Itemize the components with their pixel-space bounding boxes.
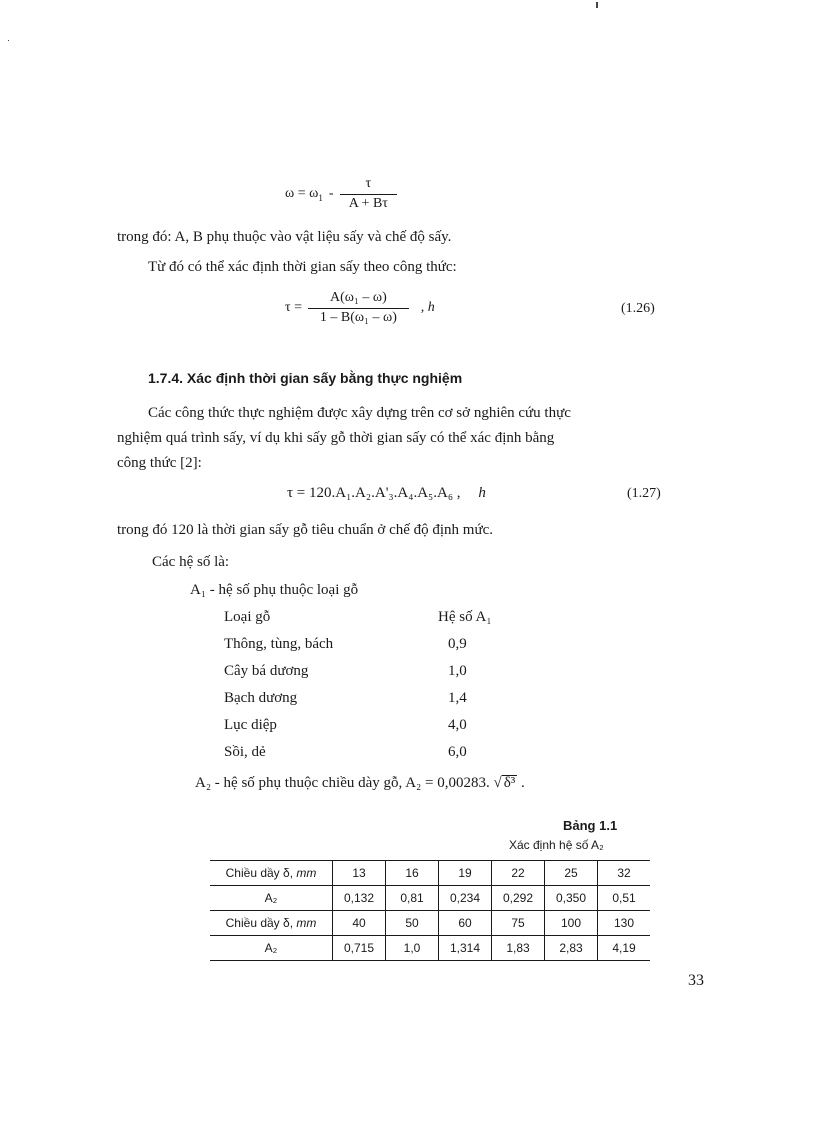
wood-row-name: Cây bá dương xyxy=(224,663,309,679)
eq2-unit: , h xyxy=(420,300,435,315)
table-cell-head: Chiều dầy δ, mm xyxy=(210,861,333,886)
paragraph-formula-intro: Từ đó có thể xác định thời gian sấy theo công thức: xyxy=(148,259,457,275)
table-cell: 0,234 xyxy=(439,886,492,911)
section-heading: 1.7.4. Xác định thời gian sấy bằng thực nghiệm xyxy=(148,370,463,386)
table-cell: 22 xyxy=(492,861,545,886)
wood-row-value: 4,0 xyxy=(448,717,467,733)
table-cell: 0,51 xyxy=(598,886,651,911)
eq1-lhs: $\omega = \omega_1$ xyxy=(285,185,323,203)
table-cell: 2,83 xyxy=(545,936,598,961)
paragraph-experimental-l1: Các công thức thực nghiệm được xây dựng trên cơ sở nghiên cứu thực xyxy=(148,405,571,421)
table-cell: 13 xyxy=(333,861,386,886)
table-cell: 19 xyxy=(439,861,492,886)
wood-row-value: 1,4 xyxy=(448,690,467,706)
a2-text: A₂ - hệ số phụ thuộc chiều dày gỗ, A₂ = 0,00283. xyxy=(195,775,490,791)
wood-row-name: Thông, tùng, bách xyxy=(224,636,334,652)
unit-mm: mm xyxy=(296,916,317,930)
table-cell: 75 xyxy=(492,911,545,936)
table-cell: 25 xyxy=(545,861,598,886)
table-cell: 1,83 xyxy=(492,936,545,961)
scan-speck-top xyxy=(596,2,598,8)
table-cell: 50 xyxy=(386,911,439,936)
table-caption-subtitle: Xác định hệ số A₂ xyxy=(509,838,604,852)
table-cell: 0,81 xyxy=(386,886,439,911)
a2-end: . xyxy=(521,775,525,791)
eq2-lhs: τ = xyxy=(285,300,303,315)
eq1-numerator: τ xyxy=(340,176,398,195)
scan-speck-left xyxy=(8,40,9,41)
a2-root: δ³ xyxy=(503,775,516,791)
wood-header-coef: Hệ số A₁ xyxy=(438,609,492,625)
paragraph-ab-depend: trong đó: A, B phụ thuộc vào vật liệu sấy và chế độ sấy. xyxy=(117,229,452,245)
eq3-unit: h xyxy=(478,485,486,501)
equation-tau-1-27 xyxy=(287,485,486,502)
page-number: 33 xyxy=(688,972,704,989)
table-row xyxy=(210,861,650,886)
wood-row-name: Sồi, dẻ xyxy=(224,744,266,760)
table-cell: 1,314 xyxy=(439,936,492,961)
paragraph-experimental-l3: công thức [2]: xyxy=(117,455,202,471)
wood-header-type: Loại gỗ xyxy=(224,609,271,625)
wood-row-value: 1,0 xyxy=(448,663,467,679)
eq1-minus: - xyxy=(328,186,334,201)
equation-number-1-26: (1.26) xyxy=(621,301,655,316)
eq1-fraction xyxy=(340,176,398,212)
eq2-numerator: A(ω₁ – ω) xyxy=(308,290,409,309)
a2-definition xyxy=(195,775,525,792)
table-cell-head: Chiều dầy δ, mm xyxy=(210,911,333,936)
a2-table xyxy=(210,860,650,961)
wood-row-name: Bạch dương xyxy=(224,690,298,706)
wood-row-value: 0,9 xyxy=(448,636,467,652)
table-cell-head: A₂ xyxy=(210,886,333,911)
table-caption-title: Bảng 1.1 xyxy=(563,818,618,833)
sqrt-icon: √ xyxy=(493,775,502,791)
wood-row-name: Lục diệp xyxy=(224,717,277,733)
eq1-denominator: A + Bτ xyxy=(348,196,388,211)
table-cell: 0,292 xyxy=(492,886,545,911)
equation-omega xyxy=(285,176,397,212)
table-cell: 60 xyxy=(439,911,492,936)
equation-number-1-27: (1.27) xyxy=(627,486,661,501)
table-row xyxy=(210,886,650,911)
eq3-formula: τ = 120.A₁.A₂.A'₃.A₄.A₅.A₆ , xyxy=(287,485,461,501)
table-row xyxy=(210,911,650,936)
table-cell: 4,19 xyxy=(598,936,651,961)
a1-title: A₁ - hệ số phụ thuộc loại gỗ xyxy=(190,582,359,598)
wood-row-value: 6,0 xyxy=(448,744,467,760)
table-row xyxy=(210,936,650,961)
table-cell: 40 xyxy=(333,911,386,936)
paragraph-coefficients: Các hệ số là: xyxy=(152,554,230,570)
paragraph-experimental-l2: nghiệm quá trình sấy, ví dụ khi sấy gỗ thời gian sấy có thể xác định bằng xyxy=(117,430,555,446)
table-cell: 32 xyxy=(598,861,651,886)
table-cell: 130 xyxy=(598,911,651,936)
table-cell: 0,132 xyxy=(333,886,386,911)
table-cell: 0,715 xyxy=(333,936,386,961)
table-cell: 100 xyxy=(545,911,598,936)
equation-tau-1-26 xyxy=(285,290,435,326)
table-cell: 1,0 xyxy=(386,936,439,961)
table-cell: 16 xyxy=(386,861,439,886)
eq2-fraction xyxy=(308,290,409,326)
eq2-denominator: 1 – B(ω₁ – ω) xyxy=(319,310,397,325)
paragraph-120-standard: trong đó 120 là thời gian sấy gỗ tiêu chuẩn ở chế độ định mức. xyxy=(117,522,494,538)
unit-mm: mm xyxy=(296,866,317,880)
table-cell-head: A₂ xyxy=(210,936,333,961)
table-cell: 0,350 xyxy=(545,886,598,911)
